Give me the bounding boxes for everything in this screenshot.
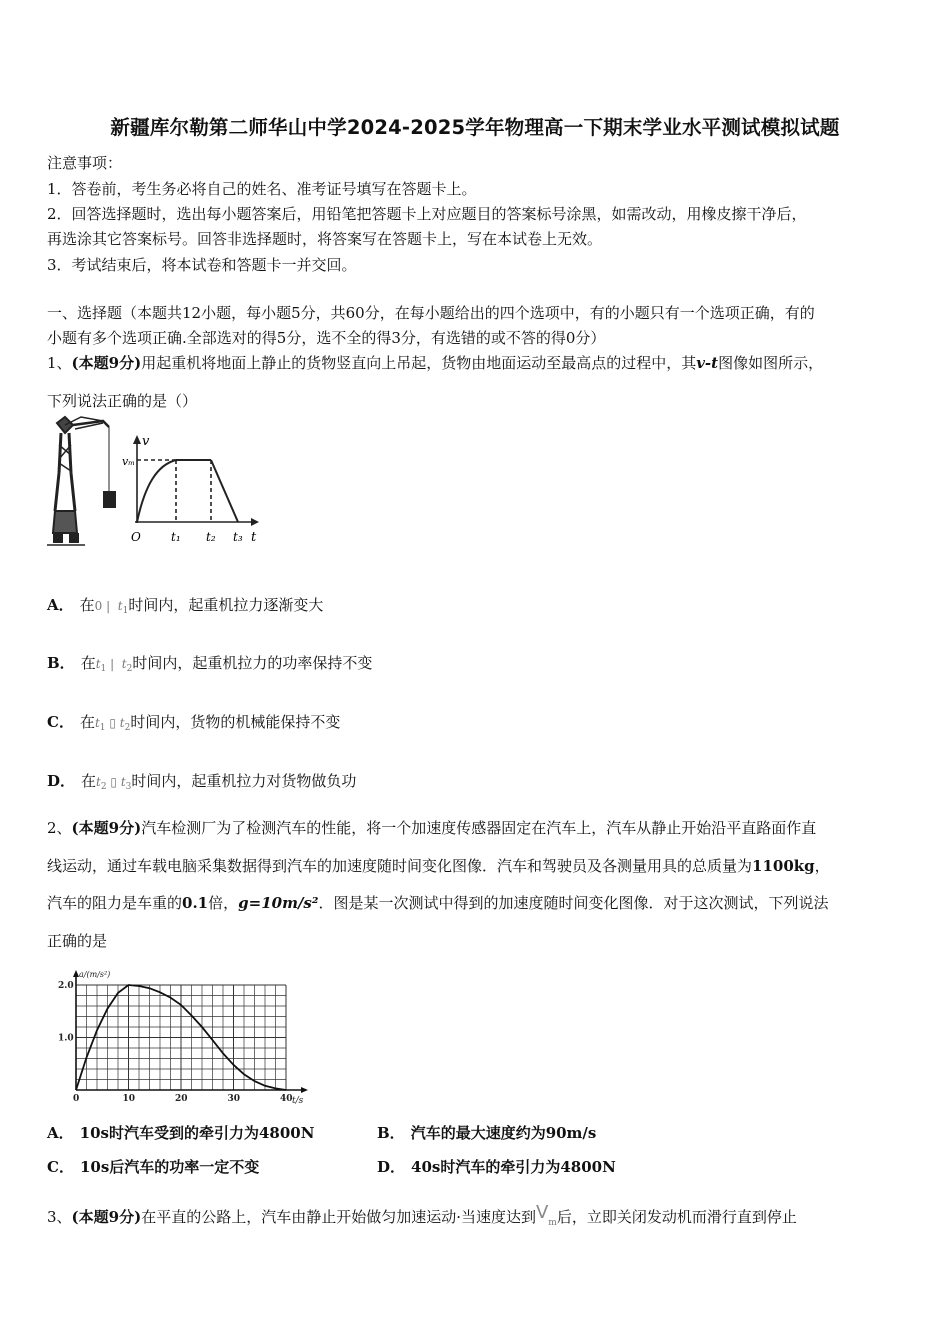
y-axis-label: a/(m/s²) bbox=[79, 970, 111, 979]
vt-vmax-label: vₘ bbox=[122, 455, 135, 468]
vt-origin-label: O bbox=[131, 530, 141, 544]
x-tick-label: 0 bbox=[73, 1094, 80, 1104]
question-2-stem-line2: 线运动，通过车载电脑采集数据得到汽车的加速度随时间变化图像．汽车和驾驶员及各测量用具的总质量为1100kg， bbox=[47, 857, 830, 875]
q1-option-a[interactable]: A． 在0 | $t_1$时间内，起重机拉力逐渐变大 bbox=[47, 596, 324, 616]
q1-option-d[interactable]: D． 在$t_2$ ▯ $t_3$时间内，起重机拉力对货物做负功 bbox=[47, 772, 357, 792]
page-title: 新疆库尔勒第二师华山中学2024-2025学年物理高一下期末学业水平测试模拟试题 bbox=[110, 116, 840, 139]
vt-t3-label: t₃ bbox=[233, 530, 243, 544]
x-tick-label: 10 bbox=[122, 1094, 136, 1104]
question-2-stem-line4: 正确的是 bbox=[47, 932, 108, 950]
q2-option-d[interactable]: D． 40s时汽车的牵引力为4800N bbox=[377, 1158, 616, 1176]
section-heading-line1: 一、选择题（本题共12小题，每小题5分，共60分，在每小题给出的四个选项中，有的小题只有一个选项正确，有的 bbox=[47, 304, 815, 322]
q2-option-c[interactable]: C． 10s后汽车的功率一定不变 bbox=[47, 1158, 260, 1176]
section-heading-line2: 小题有多个选项正确.全部选对的得5分，选不全的得3分，有选错的或不答的得0分） bbox=[47, 329, 606, 347]
vt-t2-label: t₂ bbox=[206, 530, 216, 544]
question-2-stem-line3: 汽车的阻力是车重的0.1倍，g=10m/s²．图是某一次测试中得到的加速度随时间变化图像．对于这次测试，下列说法 bbox=[47, 894, 829, 912]
vt-graph bbox=[122, 434, 259, 545]
notice-item-3: 3．考试结束后，将本试卷和答题卡一并交回。 bbox=[47, 256, 357, 274]
q2-acceleration-chart bbox=[45, 965, 315, 1105]
notice-heading: 注意事项： bbox=[47, 154, 123, 172]
vt-t1-label: t₁ bbox=[171, 530, 181, 544]
crane-illustration bbox=[47, 417, 116, 545]
question-1-points: (本题9分) bbox=[71, 354, 142, 372]
question-2-points: (本题9分) bbox=[71, 819, 142, 837]
question-3-number: 3、 bbox=[47, 1208, 72, 1226]
notice-item-2: 2．回答选择题时，选出每小题答案后，用铅笔把答题卡上对应题目的答案标号涂黑，如需改动，用橡皮擦干净后， bbox=[47, 205, 807, 223]
question-1-number: 1、 bbox=[47, 354, 72, 372]
vt-symbol: v-t bbox=[696, 354, 719, 372]
x-tick-label: 40 bbox=[280, 1094, 293, 1104]
question-1-stem: 1、(本题9分)用起重机将地面上静止的货物竖直向上吊起，货物由地面运动至最高点的过程中，其v-t图像如图所示， bbox=[47, 354, 824, 372]
x-axis-arrow bbox=[301, 1087, 308, 1093]
question-2-stem-line1: 2、(本题9分)汽车检测厂为了检测汽车的性能，将一个加速度传感器固定在汽车上，汽车从静止开始沿平直路面作直 bbox=[47, 819, 817, 837]
chart-axes bbox=[73, 970, 308, 1093]
question-1-prompt: 下列说法正确的是（） bbox=[47, 392, 198, 410]
notice-item-1: 1．答卷前，考生务必将自己的姓名、准考证号填写在答题卡上。 bbox=[47, 180, 477, 198]
vt-axis-t-label: t bbox=[251, 530, 257, 545]
question-3-points: (本题9分) bbox=[71, 1208, 142, 1226]
vt-axis-v-label: v bbox=[142, 434, 150, 449]
y-tick-label: 1.0 bbox=[58, 1033, 74, 1044]
chart-grid bbox=[76, 985, 286, 1090]
x-axis-label: t/s bbox=[292, 1096, 304, 1105]
x-tick-label: 20 bbox=[175, 1094, 188, 1104]
q1-option-b[interactable]: B． 在$t_1$ | $t_2$时间内，起重机拉力的功率保持不变 bbox=[47, 654, 373, 674]
x-tick-label: 30 bbox=[227, 1094, 241, 1104]
q1-option-c[interactable]: C． 在$t_1$ ▯ $t_2$时间内，货物的机械能保持不变 bbox=[47, 713, 341, 733]
q1-crane-vt-figure bbox=[45, 415, 265, 550]
q2-option-b[interactable]: B． 汽车的最大速度约为90m/s bbox=[377, 1124, 597, 1142]
vm-symbol: V bbox=[535, 1202, 549, 1223]
y-tick-label: 2.0 bbox=[58, 981, 74, 991]
q2-option-a[interactable]: A． 10s时汽车受到的牵引力为4800N bbox=[47, 1124, 315, 1142]
question-3-stem: 3、(本题9分)在平直的公路上，汽车由静止开始做匀加速运动·当速度达到$V_m$后，立即关闭发动机而滑行直到停止 bbox=[47, 1202, 797, 1228]
notice-item-2-cont: 再选涂其它答案标号。回答非选择题时，将答案写在答题卡上，写在本试卷上无效。 bbox=[47, 230, 603, 248]
question-2-number: 2、 bbox=[47, 819, 72, 837]
